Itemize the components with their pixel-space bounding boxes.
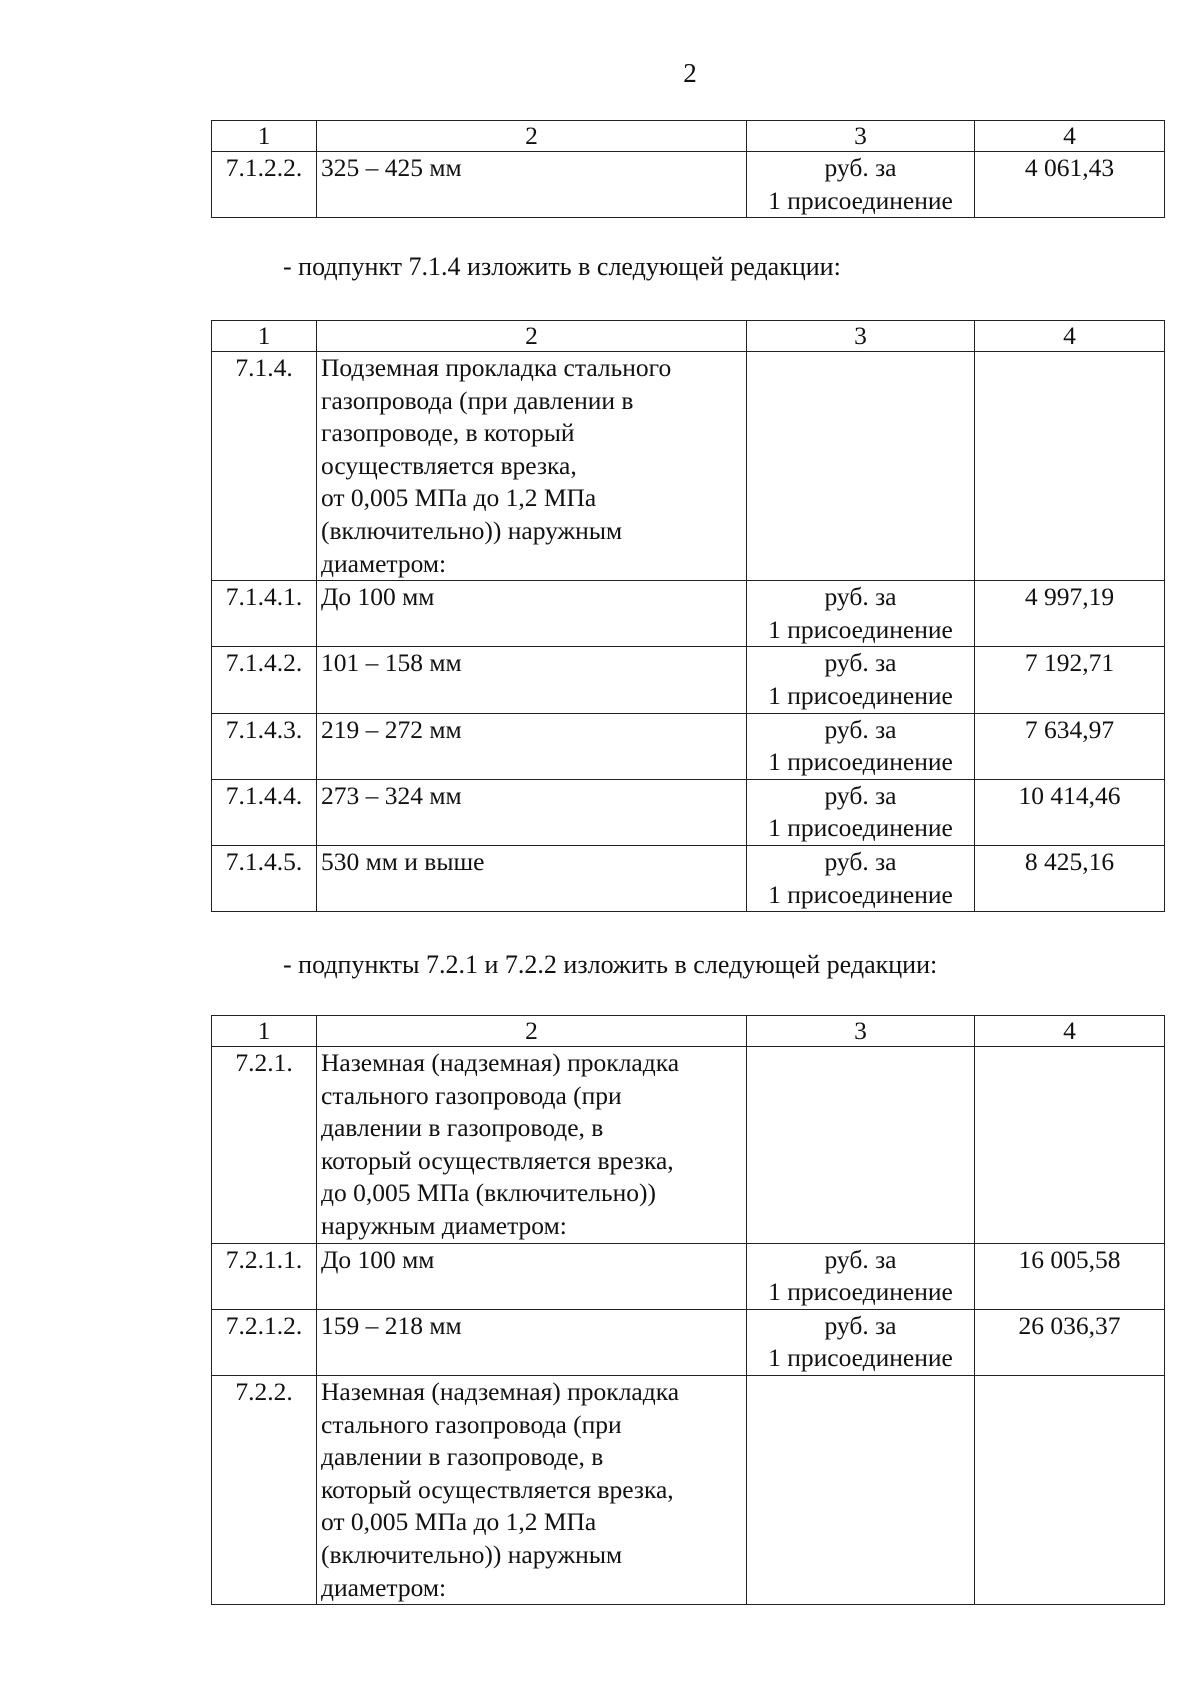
description-cell: До 100 мм <box>317 1243 747 1309</box>
unit-line-2: 1 присоединение <box>768 680 953 710</box>
unit-line-1: руб. за <box>824 153 897 182</box>
description-line: стального газопровода (при <box>321 1080 622 1110</box>
description-line: (включительно)) наружным <box>321 1539 623 1569</box>
price-cell: 4 997,19 <box>975 581 1165 647</box>
description-cell: 159 – 218 мм <box>317 1309 747 1375</box>
table-row <box>212 1375 1165 1604</box>
table-header-row <box>212 121 1165 152</box>
table-row <box>212 779 1165 845</box>
item-number-cell: 7.1.2.2. <box>212 152 317 218</box>
tariff-table-1 <box>211 120 1165 218</box>
unit-line-2: 1 присоединение <box>768 185 953 215</box>
table-row <box>212 1243 1165 1309</box>
price-cell: 26 036,37 <box>975 1309 1165 1375</box>
table-row <box>212 713 1165 779</box>
unit-cell <box>747 1309 975 1375</box>
description-cell: 219 – 272 мм <box>317 713 747 779</box>
unit-cell <box>747 352 975 581</box>
item-number-cell: 7.2.1.1. <box>212 1243 317 1309</box>
unit-cell <box>747 152 975 218</box>
column-header-2: 2 <box>317 121 747 152</box>
item-number-cell: 7.1.4.5. <box>212 845 317 911</box>
column-header-4: 4 <box>975 1016 1165 1047</box>
description-line: до 0,005 МПа (включительно)) <box>321 1178 657 1208</box>
column-header-1: 1 <box>212 121 317 152</box>
description-cell <box>317 1375 747 1604</box>
unit-line-1: руб. за <box>824 648 897 678</box>
description-line: Наземная (надземная) прокладка <box>321 1376 680 1406</box>
table-row <box>212 647 1165 713</box>
item-number-cell: 7.1.4.3. <box>212 713 317 779</box>
table-header-row <box>212 321 1165 352</box>
item-number-cell: 7.2.1.2. <box>212 1309 317 1375</box>
item-number-cell: 7.1.4.1. <box>212 581 317 647</box>
column-header-1: 1 <box>212 1016 317 1047</box>
description-line: диаметром: <box>321 1572 447 1602</box>
description-cell: 325 – 425 мм <box>317 152 747 218</box>
unit-cell <box>747 1243 975 1309</box>
item-number-cell: 7.1.4.2. <box>212 647 317 713</box>
description-line: (включительно)) наружным <box>321 515 623 545</box>
description-line: газопроводе, в который <box>321 418 575 448</box>
unit-line-1: руб. за <box>824 780 897 810</box>
tariff-table-2 <box>211 320 1165 912</box>
price-cell <box>975 1047 1165 1244</box>
item-number-cell: 7.2.1. <box>212 1047 317 1244</box>
unit-line-2: 1 присоединение <box>768 747 953 777</box>
table-row <box>212 352 1165 581</box>
item-number-cell: 7.1.4. <box>212 352 317 581</box>
description-line: от 0,005 МПа до 1,2 МПа <box>321 483 597 513</box>
description-cell: 101 – 158 мм <box>317 647 747 713</box>
column-header-3: 3 <box>747 321 975 352</box>
unit-cell <box>747 1047 975 1244</box>
unit-line-1: руб. за <box>824 714 897 744</box>
price-cell: 8 425,16 <box>975 845 1165 911</box>
description-line: стального газопровода (при <box>321 1409 622 1439</box>
description-cell <box>317 1047 747 1244</box>
price-cell: 16 005,58 <box>975 1243 1165 1309</box>
unit-cell <box>747 647 975 713</box>
table-header-row <box>212 1016 1165 1047</box>
unit-line-1: руб. за <box>824 582 897 612</box>
description-line: газопровода (при давлении в <box>321 385 634 415</box>
item-number-cell: 7.1.4.4. <box>212 779 317 845</box>
price-cell: 7 634,97 <box>975 713 1165 779</box>
unit-cell <box>747 581 975 647</box>
column-header-4: 4 <box>975 321 1165 352</box>
description-line: который осуществляется врезка, <box>321 1474 674 1504</box>
table-row <box>212 1309 1165 1375</box>
unit-line-2: 1 присоединение <box>768 1277 953 1307</box>
price-cell: 4 061,43 <box>975 152 1165 218</box>
column-header-1: 1 <box>212 321 317 352</box>
description-line: Наземная (надземная) прокладка <box>321 1048 680 1077</box>
unit-line-1: руб. за <box>824 1244 897 1274</box>
description-cell: 530 мм и выше <box>317 845 747 911</box>
paragraph-subpoints-7-2: - подпункты 7.2.1 и 7.2.2 изложить в следующей редакции: <box>283 950 938 979</box>
item-number-cell: 7.2.2. <box>212 1375 317 1604</box>
unit-line-2: 1 присоединение <box>768 614 953 644</box>
description-cell: 273 – 324 мм <box>317 779 747 845</box>
description-cell: До 100 мм <box>317 581 747 647</box>
description-line: от 0,005 МПа до 1,2 МПа <box>321 1507 597 1537</box>
column-header-3: 3 <box>747 1016 975 1047</box>
tariff-table-3 <box>211 1015 1165 1605</box>
column-header-2: 2 <box>317 1016 747 1047</box>
unit-cell <box>747 779 975 845</box>
description-line: давлении в газопроводе, в <box>321 1442 604 1472</box>
column-header-2: 2 <box>317 321 747 352</box>
unit-cell <box>747 713 975 779</box>
unit-line-2: 1 присоединение <box>768 1343 953 1373</box>
unit-cell <box>747 1375 975 1604</box>
description-line: который осуществляется врезка, <box>321 1145 674 1175</box>
description-line: давлении в газопроводе, в <box>321 1113 604 1143</box>
unit-line-1: руб. за <box>824 1310 897 1340</box>
unit-line-2: 1 присоединение <box>768 813 953 843</box>
page-number: 2 <box>683 58 697 88</box>
price-cell <box>975 352 1165 581</box>
description-line: диаметром: <box>321 548 447 578</box>
paragraph-subpoint-7-1-4: - подпункт 7.1.4 изложить в следующей редакции: <box>283 252 841 281</box>
description-line: осуществляется врезка, <box>321 450 577 480</box>
description-cell <box>317 352 747 581</box>
table-row <box>212 845 1165 911</box>
unit-cell <box>747 845 975 911</box>
unit-line-1: руб. за <box>824 846 897 876</box>
price-cell <box>975 1375 1165 1604</box>
unit-line-2: 1 присоединение <box>768 879 953 909</box>
description-line: Подземная прокладка стального <box>321 353 672 382</box>
column-header-3: 3 <box>747 121 975 152</box>
table-row <box>212 581 1165 647</box>
table-row <box>212 1047 1165 1244</box>
table-row <box>212 152 1165 218</box>
description-line: наружным диаметром: <box>321 1210 567 1240</box>
price-cell: 10 414,46 <box>975 779 1165 845</box>
column-header-4: 4 <box>975 121 1165 152</box>
price-cell: 7 192,71 <box>975 647 1165 713</box>
